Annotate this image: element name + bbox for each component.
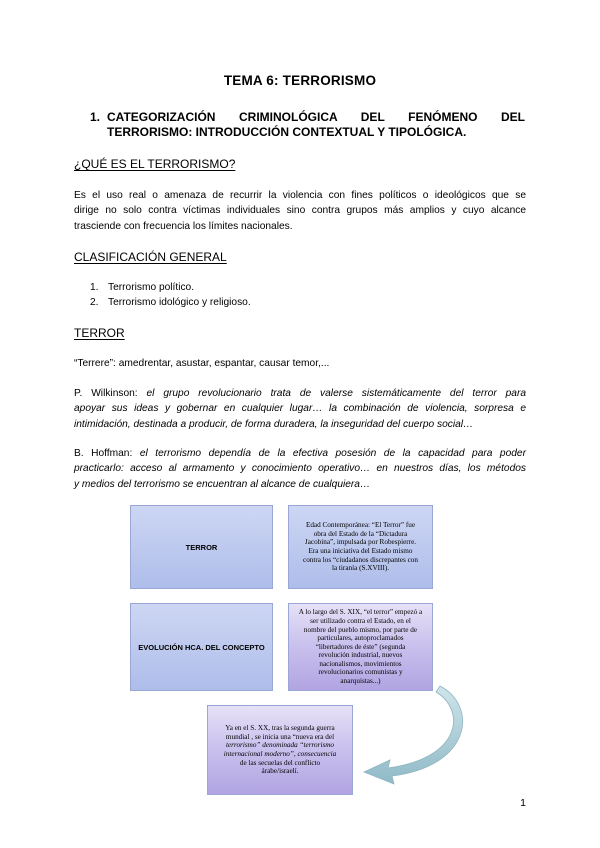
- diagram-box-siglo-xx: [207, 705, 353, 795]
- heading-que-es: ¿QUÉ ES EL TERRORISMO?: [74, 157, 236, 171]
- text-line: revolucionarios comunistas y: [318, 668, 403, 677]
- definition-line-1: Es el uso real o amenaza de recurrir la violencia con fines políticos o ideológicos que se: [74, 190, 526, 201]
- paragraph-definition: [74, 188, 526, 234]
- text-line: Ya en el S. XX, tras la segunda guerra: [225, 724, 335, 733]
- section-title: [107, 110, 525, 140]
- wilkinson-line-1: [74, 386, 526, 401]
- diagram-box-terror: [130, 505, 273, 589]
- text-line: particulares, autoproclamados: [317, 634, 404, 643]
- terror-definition: “Terrere”: amedrentar, asustar, espantar, causar temor,...: [74, 358, 330, 369]
- hoffman-quote-1: el terrorismo dependía de la efectiva posesión de la capacidad para poder: [139, 448, 526, 459]
- definition-line-3: trasciende con frecuencia los límites nacionales.: [74, 220, 293, 232]
- wilkinson-author: P. Wilkinson:: [74, 388, 138, 399]
- hoffman-line-2: practicarlo: acceso al armamento y conocimiento operativo… en nuestros días, los métodos: [74, 463, 526, 475]
- text-line: Jacobina”, impulsada por Robespierre.: [304, 538, 417, 547]
- text-line: terrorismo” denominada “terrorismo: [225, 741, 335, 750]
- definition-line-2: dirige no solo contra víctimas individuales sino contra grupos más amplios y cuyo alcance: [74, 205, 526, 217]
- page-number: 1: [520, 797, 526, 809]
- text-line: nombre del pueblo mismo, por parte de: [303, 625, 418, 634]
- wilkinson-quote-1: el grupo revolucionario trata de valerse sistemáticamente del terror para: [146, 388, 527, 399]
- classification-list: [90, 280, 251, 310]
- hoffman-line-1: [74, 446, 526, 461]
- list-item-text: Terrorismo idológico y religioso.: [108, 297, 251, 308]
- text-line: internacional moderno”, consecuencia: [223, 750, 337, 758]
- list-item: [90, 280, 251, 295]
- document-title: TEMA 6: TERRORISMO: [223, 73, 377, 88]
- text-line: “libertadores de éste” (segunda: [315, 642, 406, 651]
- curved-arrow-icon: [350, 680, 470, 790]
- text-line: anarquistas...): [340, 677, 381, 686]
- hoffman-line-3: y medios del terrorismo se encuentran al alcance de cualquiera…: [74, 478, 371, 490]
- text-line: de las secuelas del conflicto: [239, 758, 321, 767]
- wilkinson-line-2: apoyar sus ideas y gobernar en cualquier lugar… la combinación de violencia, sorpresa e: [74, 403, 526, 415]
- diagram-box-xix-text: [293, 604, 428, 689]
- paragraph-wilkinson: [74, 386, 526, 432]
- section-title-line-1: CATEGORIZACIÓN CRIMINOLÓGICA DEL FENÓMENO DEL: [107, 110, 525, 124]
- text-line: ser utilizado contra el Estado, en el: [310, 616, 411, 625]
- section-number: 1.: [90, 110, 101, 124]
- diagram-box-evolucion-label: EVOLUCIÓN HCA. DEL CONCEPTO: [138, 642, 265, 652]
- list-item-number: 2.: [90, 297, 99, 308]
- diagram-box-edad-contemporanea: [288, 505, 433, 589]
- hoffman-author: B. Hoffman:: [74, 448, 133, 459]
- text-line: Era una iniciativa del Estado mismo: [308, 547, 413, 555]
- list-item-text: Terrorismo político.: [108, 282, 195, 293]
- text-line: A lo largo del S. XIX, “el terror” empezó a: [298, 608, 423, 617]
- text-line: mundial , se inicia una “nueva era del: [225, 732, 335, 741]
- diagram-box-xx-text: [218, 720, 342, 780]
- text-line: árabe/israelí.: [261, 767, 299, 776]
- diagram-box-terror-label: TERROR: [185, 542, 218, 552]
- diagram-box-evolucion: [130, 603, 273, 691]
- paragraph-hoffman: [74, 446, 526, 492]
- text-line: contra los “ciudadanos discrepantes con: [303, 555, 418, 564]
- wilkinson-line-3: intimidación, destinada a producir, de forma duradera, la inseguridad del cuerpo social…: [74, 418, 474, 430]
- heading-terror: TERROR: [74, 326, 125, 340]
- text-line: la tiranía (S.XVIII).: [331, 564, 390, 573]
- heading-clasificacion: CLASIFICACIÓN GENERAL: [74, 250, 227, 264]
- text-line: revolución industrial, nuevos: [318, 651, 403, 660]
- diagram-box-edad-text: [297, 517, 424, 577]
- diagram-box-siglo-xix: [288, 603, 433, 691]
- text-line: Edad Contemporánea: “El Terror” fue: [305, 521, 416, 530]
- list-item-number: 1.: [90, 282, 99, 293]
- section-title-line-2: TERRORISMO: INTRODUCCIÓN CONTEXTUAL Y TIPOLÓGICA.: [107, 125, 467, 139]
- text-line: obra del Estado de la “Dictadura: [313, 529, 408, 538]
- list-item: [90, 295, 251, 310]
- text-line: nacionalismos, movimientos: [319, 659, 402, 668]
